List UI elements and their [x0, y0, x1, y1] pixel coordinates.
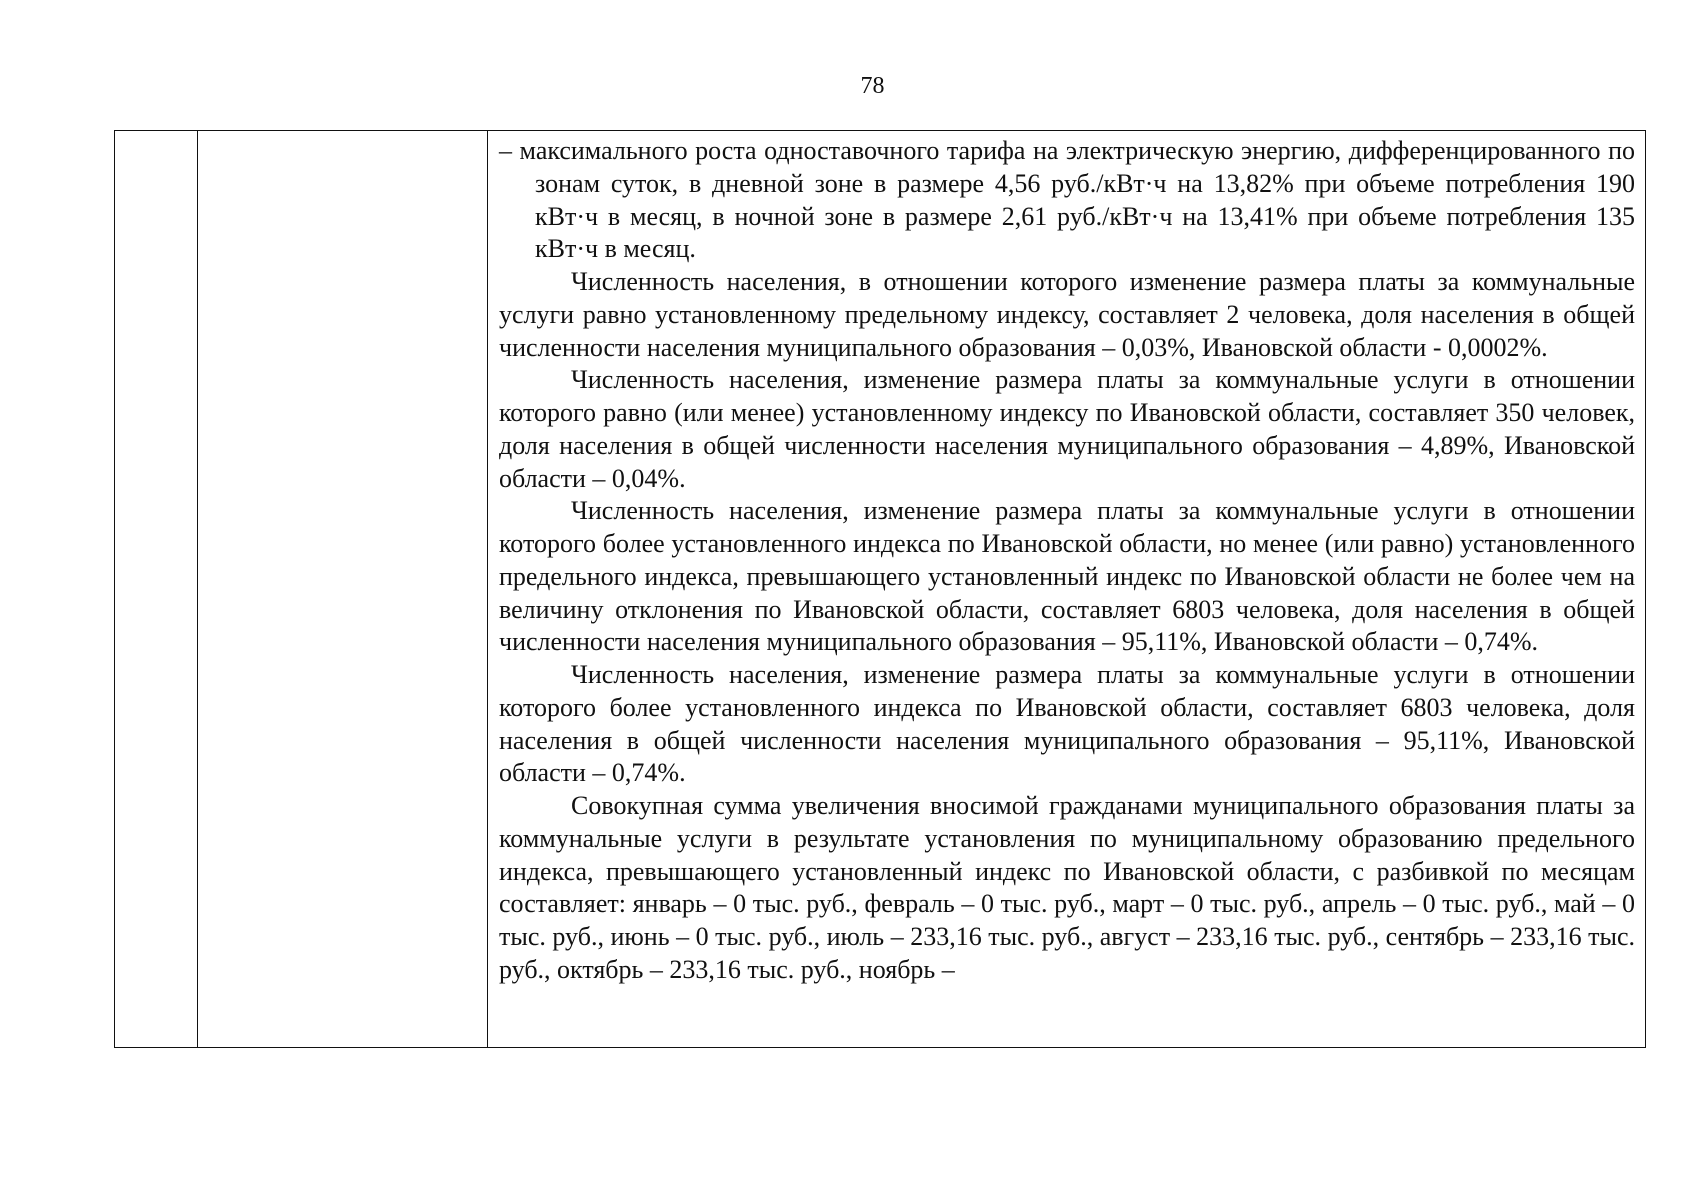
paragraph-population-more: Численность населения, изменение размера платы за коммунальные услуги в отношении которого более установленного индекса по Ивановской области, составляет 6803 человека, доля населения в общей численности населения муниципального образования – 95,11%, Ивановской области – 0,74%. — [499, 660, 1635, 788]
table-row — [115, 131, 1646, 1048]
content-table — [114, 130, 1646, 1048]
paragraph-population-between: Численность населения, изменение размера платы за коммунальные услуги в отношении которого более установленного индекса по Ивановской области, но менее (или равно) установленного предельного индекса, превышающего установленный индекс по Ивановской области не более чем на величину отклонения по Ивановской области, составляет 6803 человека, доля населения в общей численности населения муниципального образования – 95,11%, Ивановской области – 0,74%. — [499, 496, 1635, 657]
table-cell-number — [115, 131, 198, 1048]
tariff-dash-item: – максимального роста одноставочного тарифа на электрическую энергию, дифференцированного по зонам суток, в дневной зоне в размере 4,56 руб./кВт·ч на 13,82% при объеме потребления 190 кВт·ч в месяц, в ночной зоне в размере 2,61 руб./кВт·ч на 13,41% при объеме потребления 135 кВт·ч в месяц. — [499, 136, 1635, 264]
table-cell-name — [198, 131, 488, 1048]
paragraph-total-increase: Совокупная сумма увеличения вносимой гражданами муниципального образования платы за коммунальные услуги в результате установления по муниципальному образованию предельного индекса, превышающего установленный индекс по Ивановской области, с разбивкой по месяцам составляет: январь – 0 тыс. руб., февраль – 0 тыс. руб., март – 0 тыс. руб., апрель – 0 тыс. руб., май – 0 тыс. руб., июнь – 0 тыс. руб., июль – 233,16 тыс. руб., август – 233,16 тыс. руб., сентябрь – 233,16 тыс. руб., октябрь – 233,16 тыс. руб., ноябрь – — [499, 791, 1635, 984]
paragraph-population-limit-index: Численность населения, в отношении которого изменение размера платы за коммунальные услуги равно установленному предельному индексу, составляет 2 человека, доля населения в общей численности населения муниципального образования – 0,03%, Ивановской области - 0,0002%. — [499, 267, 1635, 362]
content-text — [488, 131, 1645, 1045]
page-number: 78 — [860, 73, 885, 99]
paragraph-population-equal-or-less: Численность населения, изменение размера платы за коммунальные услуги в отношении которого равно (или менее) установленному индексу по Ивановской области, составляет 350 человек, доля населения в общей численности населения муниципального образования – 4,89%, Ивановской области – 0,04%. — [499, 365, 1635, 493]
table-cell-content — [488, 131, 1646, 1048]
